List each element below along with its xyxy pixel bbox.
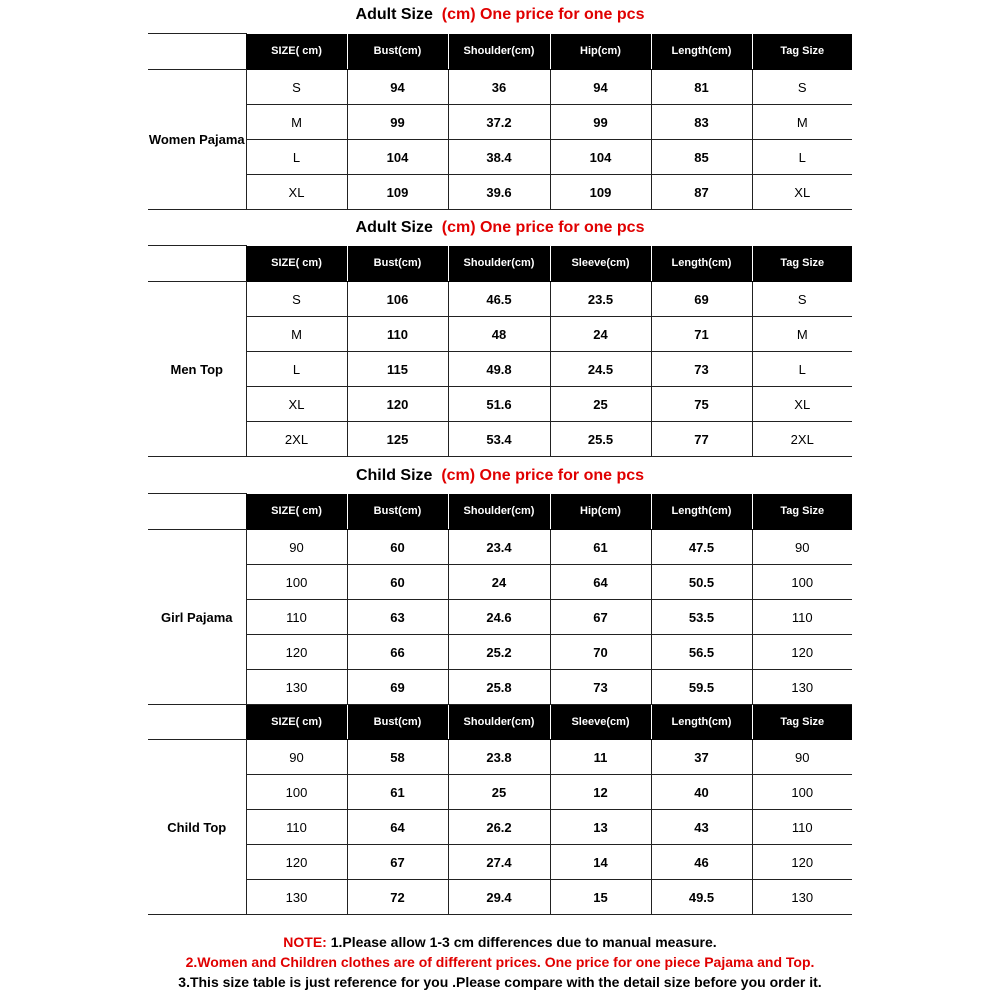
tag-size-cell: 90	[752, 740, 852, 775]
header-cell: SIZE( cm)	[246, 246, 347, 282]
table-row	[148, 352, 852, 387]
value-cell: 73	[651, 352, 752, 387]
value-cell: 69	[651, 282, 752, 317]
title-red-text: (cm) One price for one pcs	[441, 219, 645, 236]
header-cell: Hip(cm)	[550, 494, 651, 530]
header-cell: Tag Size	[752, 494, 852, 530]
row-group-label: Men Top	[148, 282, 246, 457]
value-cell: 81	[651, 70, 752, 105]
value-cell: 48	[448, 317, 550, 352]
size-cell: XL	[246, 387, 347, 422]
note-label: NOTE:	[283, 934, 327, 950]
value-cell: 125	[347, 422, 448, 457]
size-cell: L	[246, 352, 347, 387]
header-cell: Sleeve(cm)	[550, 246, 651, 282]
size-cell: 110	[246, 600, 347, 635]
tag-size-cell: S	[752, 282, 852, 317]
value-cell: 67	[347, 845, 448, 880]
value-cell: 24.6	[448, 600, 550, 635]
tag-size-cell: 2XL	[752, 422, 852, 457]
value-cell: 51.6	[448, 387, 550, 422]
tag-size-cell: M	[752, 105, 852, 140]
header-cell: Tag Size	[752, 705, 852, 740]
value-cell: 29.4	[448, 880, 550, 915]
tag-size-cell: L	[752, 140, 852, 175]
table-header-row	[148, 705, 852, 740]
header-cell: Length(cm)	[651, 246, 752, 282]
value-cell: 38.4	[448, 140, 550, 175]
value-cell: 71	[651, 317, 752, 352]
value-cell: 61	[347, 775, 448, 810]
value-cell: 94	[347, 70, 448, 105]
value-cell: 15	[550, 880, 651, 915]
value-cell: 49.5	[651, 880, 752, 915]
value-cell: 67	[550, 600, 651, 635]
value-cell: 23.8	[448, 740, 550, 775]
value-cell: 69	[347, 670, 448, 705]
size-table-child	[148, 493, 852, 915]
size-cell: 100	[246, 565, 347, 600]
table-header-row	[148, 34, 852, 70]
value-cell: 85	[651, 140, 752, 175]
value-cell: 77	[651, 422, 752, 457]
value-cell: 37.2	[448, 105, 550, 140]
table-row	[148, 175, 852, 210]
value-cell: 87	[651, 175, 752, 210]
value-cell: 61	[550, 530, 651, 565]
value-cell: 46.5	[448, 282, 550, 317]
size-cell: S	[246, 282, 347, 317]
header-cell: Shoulder(cm)	[448, 246, 550, 282]
table-row	[148, 600, 852, 635]
value-cell: 120	[347, 387, 448, 422]
value-cell: 25.8	[448, 670, 550, 705]
header-cell: Shoulder(cm)	[448, 34, 550, 70]
section-title-adult-men	[0, 218, 1000, 238]
size-cell: 120	[246, 845, 347, 880]
size-cell: 130	[246, 670, 347, 705]
tag-size-cell: 90	[752, 530, 852, 565]
tag-size-cell: 120	[752, 635, 852, 670]
value-cell: 75	[651, 387, 752, 422]
value-cell: 46	[651, 845, 752, 880]
tag-size-cell: 100	[752, 775, 852, 810]
value-cell: 24.5	[550, 352, 651, 387]
value-cell: 59.5	[651, 670, 752, 705]
header-cell: Length(cm)	[651, 494, 752, 530]
value-cell: 64	[347, 810, 448, 845]
value-cell: 64	[550, 565, 651, 600]
value-cell: 12	[550, 775, 651, 810]
value-cell: 104	[550, 140, 651, 175]
section-title-adult-women	[0, 5, 1000, 25]
value-cell: 50.5	[651, 565, 752, 600]
table-row	[148, 880, 852, 915]
table-row	[148, 810, 852, 845]
header-cell: SIZE( cm)	[246, 34, 347, 70]
tag-size-cell: S	[752, 70, 852, 105]
value-cell: 53.5	[651, 600, 752, 635]
header-cell: Bust(cm)	[347, 246, 448, 282]
header-cell: SIZE( cm)	[246, 494, 347, 530]
section-title-child	[0, 466, 1000, 486]
header-cell: Bust(cm)	[347, 34, 448, 70]
value-cell: 109	[550, 175, 651, 210]
note-line-1	[0, 932, 1000, 952]
value-cell: 73	[550, 670, 651, 705]
value-cell: 60	[347, 565, 448, 600]
size-cell: 90	[246, 740, 347, 775]
table-header-row	[148, 246, 852, 282]
table-row	[148, 530, 852, 565]
table-row	[148, 775, 852, 810]
size-cell: XL	[246, 175, 347, 210]
size-cell: 130	[246, 880, 347, 915]
value-cell: 70	[550, 635, 651, 670]
notes-block	[0, 932, 1000, 992]
value-cell: 104	[347, 140, 448, 175]
row-group-label: Women Pajama	[148, 70, 246, 210]
header-cell: Length(cm)	[651, 34, 752, 70]
value-cell: 43	[651, 810, 752, 845]
value-cell: 110	[347, 317, 448, 352]
header-cell: Tag Size	[752, 246, 852, 282]
row-group-label: Girl Pajama	[148, 530, 246, 705]
title-red-text: (cm) One price for one pcs	[441, 467, 645, 484]
table-row	[148, 740, 852, 775]
value-cell: 83	[651, 105, 752, 140]
value-cell: 11	[550, 740, 651, 775]
size-cell: S	[246, 70, 347, 105]
header-cell: Shoulder(cm)	[448, 494, 550, 530]
row-group-label: Child Top	[148, 740, 246, 915]
tag-size-cell: M	[752, 317, 852, 352]
value-cell: 37	[651, 740, 752, 775]
value-cell: 39.6	[448, 175, 550, 210]
header-cell: Shoulder(cm)	[448, 705, 550, 740]
value-cell: 60	[347, 530, 448, 565]
value-cell: 56.5	[651, 635, 752, 670]
tag-size-cell: 110	[752, 600, 852, 635]
header-cell: Length(cm)	[651, 705, 752, 740]
note-text: 1.Please allow 1-3 cm differences due to manual measure.	[326, 934, 717, 950]
header-cell: Hip(cm)	[550, 34, 651, 70]
table-row	[148, 282, 852, 317]
size-cell: M	[246, 105, 347, 140]
title-black-text: Child Size	[355, 467, 433, 484]
table-row	[148, 105, 852, 140]
table-row	[148, 317, 852, 352]
note-line-2: 2.Women and Children clothes are of different prices. One price for one piece Pajama and Top.	[185, 954, 815, 970]
size-cell: 100	[246, 775, 347, 810]
note-line-3: 3.This size table is just reference for you .Please compare with the detail size before you order it.	[178, 974, 822, 990]
size-table-women-pajama	[148, 33, 852, 210]
size-cell: 90	[246, 530, 347, 565]
value-cell: 24	[550, 317, 651, 352]
tag-size-cell: XL	[752, 175, 852, 210]
table-row	[148, 70, 852, 105]
header-cell: Tag Size	[752, 34, 852, 70]
value-cell: 106	[347, 282, 448, 317]
size-table-men-top	[148, 245, 852, 457]
table-row	[148, 422, 852, 457]
table-row	[148, 387, 852, 422]
header-cell: Bust(cm)	[347, 705, 448, 740]
value-cell: 109	[347, 175, 448, 210]
value-cell: 99	[550, 105, 651, 140]
value-cell: 40	[651, 775, 752, 810]
value-cell: 53.4	[448, 422, 550, 457]
tag-size-cell: 130	[752, 880, 852, 915]
value-cell: 49.8	[448, 352, 550, 387]
table-row	[148, 845, 852, 880]
value-cell: 66	[347, 635, 448, 670]
size-cell: M	[246, 317, 347, 352]
size-cell: L	[246, 140, 347, 175]
value-cell: 47.5	[651, 530, 752, 565]
title-black-text: Adult Size	[355, 219, 433, 236]
value-cell: 36	[448, 70, 550, 105]
table-row	[148, 635, 852, 670]
value-cell: 25	[448, 775, 550, 810]
value-cell: 63	[347, 600, 448, 635]
value-cell: 26.2	[448, 810, 550, 845]
tag-size-cell: L	[752, 352, 852, 387]
value-cell: 13	[550, 810, 651, 845]
value-cell: 23.4	[448, 530, 550, 565]
value-cell: 24	[448, 565, 550, 600]
size-cell: 2XL	[246, 422, 347, 457]
tag-size-cell: 110	[752, 810, 852, 845]
value-cell: 58	[347, 740, 448, 775]
table-row	[148, 670, 852, 705]
tag-size-cell: 100	[752, 565, 852, 600]
value-cell: 115	[347, 352, 448, 387]
header-cell: SIZE( cm)	[246, 705, 347, 740]
value-cell: 25	[550, 387, 651, 422]
size-cell: 110	[246, 810, 347, 845]
value-cell: 94	[550, 70, 651, 105]
value-cell: 25.2	[448, 635, 550, 670]
header-cell: Bust(cm)	[347, 494, 448, 530]
title-red-text: (cm) One price for one pcs	[441, 6, 645, 23]
size-cell: 120	[246, 635, 347, 670]
value-cell: 14	[550, 845, 651, 880]
table-row	[148, 565, 852, 600]
table-header-row	[148, 494, 852, 530]
value-cell: 23.5	[550, 282, 651, 317]
value-cell: 72	[347, 880, 448, 915]
tag-size-cell: 120	[752, 845, 852, 880]
title-black-text: Adult Size	[355, 6, 433, 23]
table-row	[148, 140, 852, 175]
value-cell: 27.4	[448, 845, 550, 880]
value-cell: 99	[347, 105, 448, 140]
tag-size-cell: 130	[752, 670, 852, 705]
value-cell: 25.5	[550, 422, 651, 457]
tag-size-cell: XL	[752, 387, 852, 422]
header-cell: Sleeve(cm)	[550, 705, 651, 740]
